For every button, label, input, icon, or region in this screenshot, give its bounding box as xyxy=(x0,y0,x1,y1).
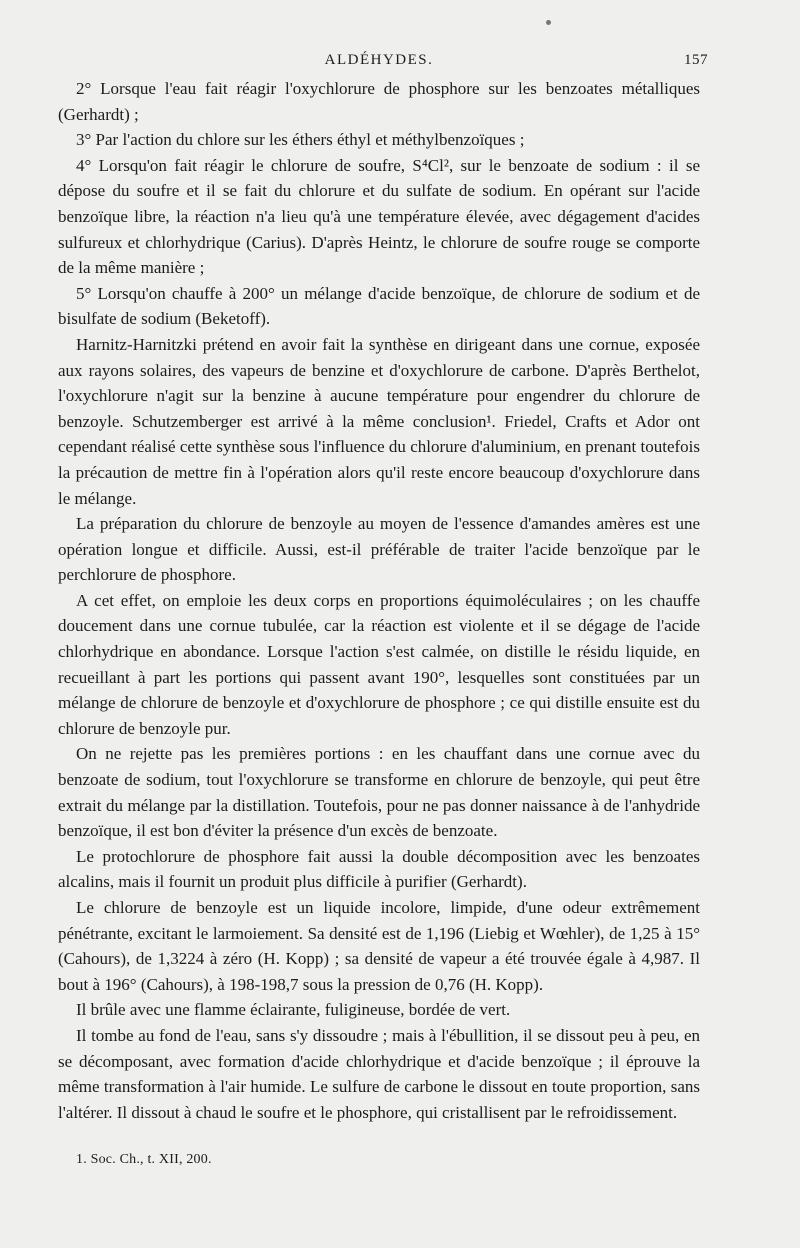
running-header xyxy=(58,50,708,76)
paragraph-properties: Le chlorure de benzoyle est un liquide incolore, limpide, d'une odeur extrêmement pénétrante, excitant le larmoiement. Sa densité est de 1,196 (Liebig et Wœhler), de 1,25 à 15° (Cahours), de 1,3224 à zéro (H. Kopp) ; sa densité de vapeur a été trouvée égale à 4,987. Il bout à 196° (Cahours), à 198-198,7 sous la pression de 0,76 (H. Kopp). xyxy=(58,898,700,994)
paragraph-procedure: A cet effet, on emploie les deux corps en proportions équimoléculaires ; on les chauffe doucement dans une cornue tubulée, car la réaction est violente et il se dégage de l'acide chlorhydrique en abondance. Lorsque l'action s'est calmée, on distille le résidu liquide, en recueillant à part les portions qui passent avant 190°, lesquelles sont constituées par un mélange de chlorure de benzoyle et d'oxychlorure de phosphore ; ce qui distille ensuite est du chlorure de benzoyle pur. xyxy=(58,590,700,738)
paragraph-item-3: 3° Par l'action du chlore sur les éthers éthyl et méthylbenzoïques ; xyxy=(76,130,525,150)
ink-dot xyxy=(546,20,551,25)
paragraph-item-4: 4° Lorsqu'on fait réagir le chlorure de soufre, S⁴Cl², sur le benzoate de sodium : il se dépose du soufre et il se fait du chlorure et du sulfate de sodium. En opérant sur l'acide benzoïque libre, la réaction n'a lieu qu'à une température élevée, avec dégagement d'acides sulfureux et chlorhydrique (Carius). D'après Heintz, le chlorure de soufre rouge se comporte de la même manière ; xyxy=(58,155,700,278)
page-number: 157 xyxy=(684,52,708,68)
paragraph-preparation: La préparation du chlorure de benzoyle au moyen de l'essence d'amandes amères est une opération longue et difficile. Aussi, est-il préférable de traiter l'acide benzoïque par le perchlorure de phosphore. xyxy=(58,514,700,585)
footnote: 1. Soc. Ch., t. XII, 200. xyxy=(76,1152,212,1167)
paragraph-synthesis: Harnitz-Harnitzki prétend en avoir fait la synthèse en dirigeant dans une cornue, exposée aux rayons solaires, des vapeurs de benzine et d'oxychlorure de carbone. D'après Berthelot, l'oxychlorure n'agit sur la benzine à aucune température pour engendrer du chlorure de benzoyle. Schutzemberger est arrivé à la même conclusion¹. Friedel, Crafts et Ador ont cependant réalisé cette synthèse sous l'influence du chlorure d'aluminium, en prenant toutefois la précaution de mettre fin à l'opération alors qu'il reste encore beaucoup d'oxychlorure dans le mélange. xyxy=(58,334,700,508)
paragraph-flame: Il brûle avec une flamme éclairante, fuligineuse, bordée de vert. xyxy=(76,1000,511,1020)
paragraph-water: Il tombe au fond de l'eau, sans s'y dissoudre ; mais à l'ébullition, il se dissout peu à peu, en se décomposant, avec formation d'acide chlorhydrique et d'acide benzoïque ; il éprouve la même transformation à l'air humide. Le sulfure de carbone le dissout en toute proportion, sans l'altérer. Il dissout à chaud le soufre et le phosphore, qui cristallisent par le refroidissement. xyxy=(58,1025,700,1122)
paragraph-first-portions: On ne rejette pas les premières portions : en les chauffant dans une cornue avec du benzoate de sodium, tout l'oxychlorure se transforme en chlorure de benzoyle, qui peut être extrait du mélange par la distillation. Toutefois, pour ne pas donner naissance à de l'anhydride benzoïque, il est bon d'éviter la présence d'un excès de benzoate. xyxy=(58,744,700,841)
body-text xyxy=(58,76,700,1125)
running-title: ALDÉHYDES. xyxy=(324,52,434,68)
paragraph-item-5: 5° Lorsqu'on chauffe à 200° un mélange d'acide benzoïque, de chlorure de sodium et de bisulfate de sodium (Beketoff). xyxy=(58,283,700,329)
paragraph-item-2: 2° Lorsque l'eau fait réagir l'oxychlorure de phosphore sur les benzoates métalliques (Gerhardt) ; xyxy=(58,79,700,124)
paragraph-protochloride: Le protochlorure de phosphore fait aussi la double décomposition avec les benzoates alcalins, mais il fournit un produit plus difficile à purifier (Gerhardt). xyxy=(58,846,700,892)
